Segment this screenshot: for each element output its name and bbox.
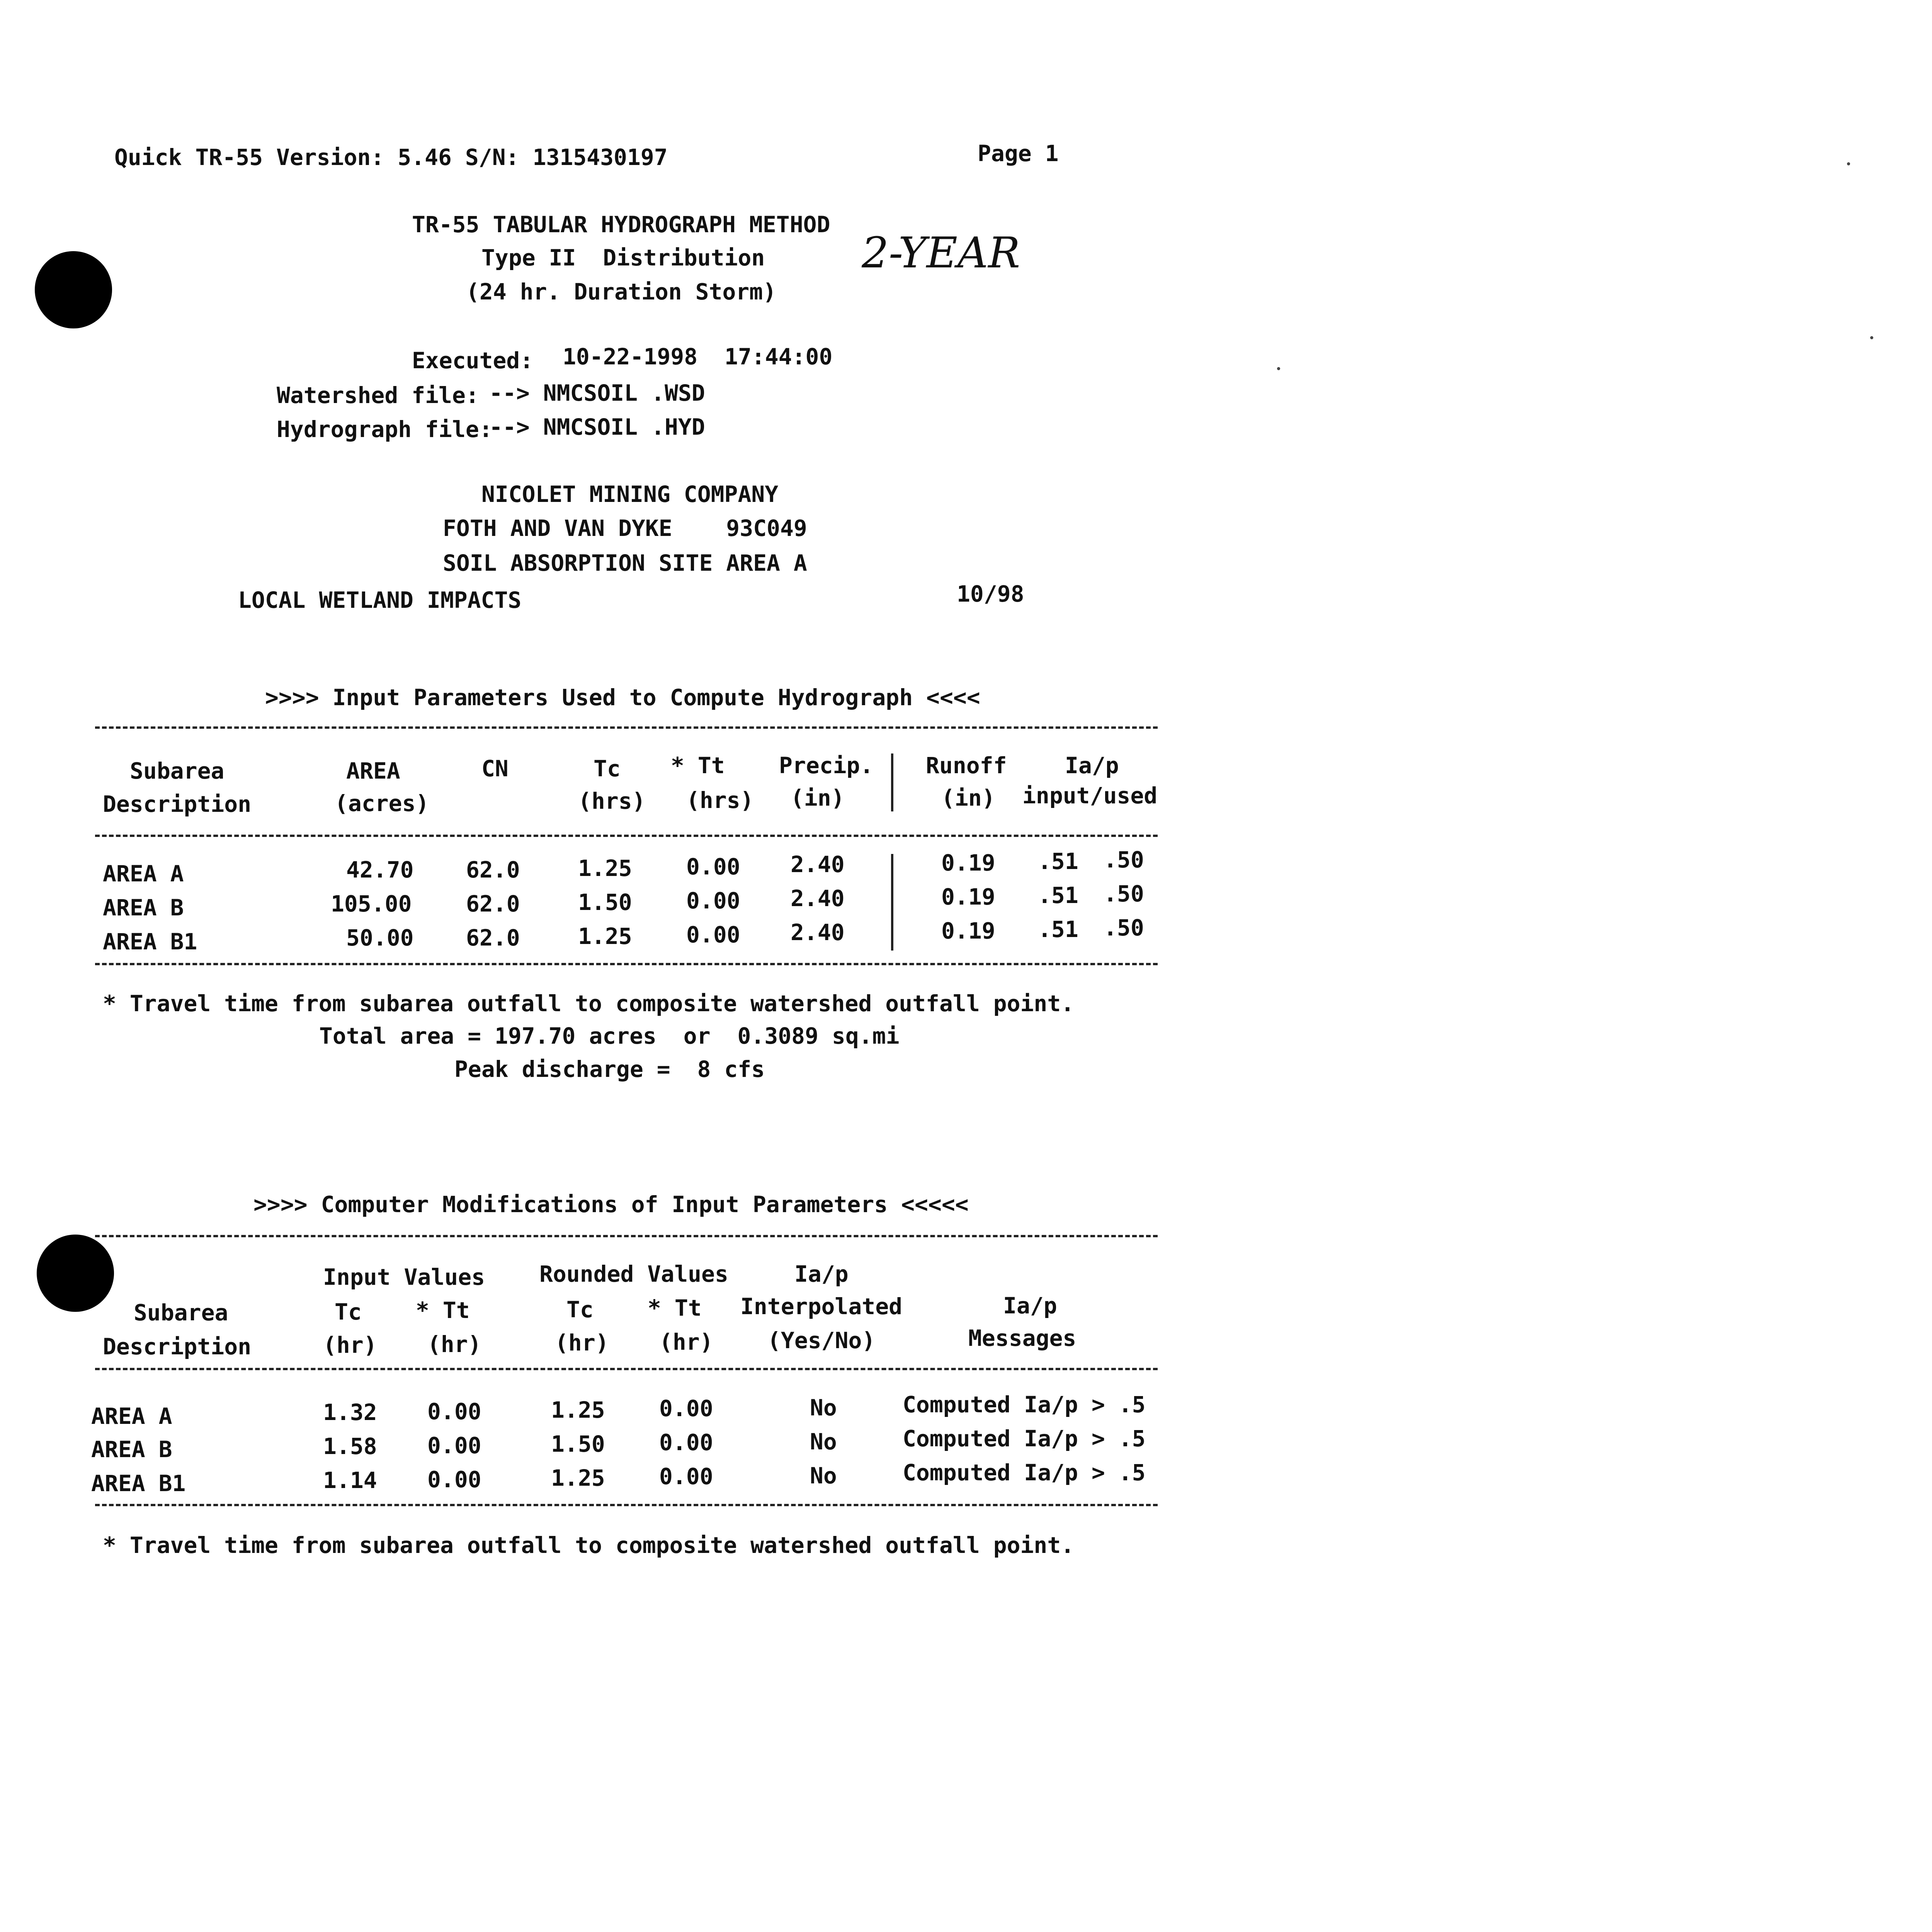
row-iap-used: .50: [1104, 881, 1144, 907]
col-unit-iap: input/used: [1022, 782, 1158, 809]
col-unit-yes-no: (Yes/No): [767, 1327, 876, 1354]
row-area: 42.70: [346, 857, 414, 883]
row-precip: 2.40: [791, 851, 845, 878]
row-tc-rounded: 1.50: [551, 1431, 605, 1457]
row-iap-used: .50: [1104, 915, 1144, 941]
row-description: AREA B: [91, 1436, 172, 1463]
column-separator: [891, 753, 893, 811]
row-precip: 2.40: [791, 919, 845, 946]
watershed-file-label: Watershed file:: [277, 382, 479, 408]
row-tc-input: 1.14: [323, 1467, 377, 1493]
row-tt-input: 0.00: [427, 1398, 481, 1425]
input-table-title: >>>> Input Parameters Used to Compute Hydrograph <<<<: [265, 684, 980, 711]
col-unit-tt-rounded: (hr): [659, 1329, 713, 1355]
col-header-tc-rounded: Tc: [566, 1296, 594, 1323]
travel-time-footnote: * Travel time from subarea outfall to composite watershed outfall point.: [103, 1532, 1075, 1558]
row-tc: 1.50: [578, 889, 632, 915]
executed-datetime: 10-22-1998 17:44:00: [563, 344, 833, 370]
row-tc-rounded: 1.25: [551, 1465, 605, 1491]
total-area: Total area = 197.70 acres or 0.3089 sq.mi: [319, 1023, 900, 1049]
row-iap-used: .50: [1104, 847, 1144, 873]
col-header-iap-interp: Ia/p: [794, 1261, 849, 1287]
handwritten-return-period: 2-YEAR: [862, 228, 1020, 277]
row-description: AREA B: [103, 895, 184, 921]
col-header-tc-input: Tc: [335, 1299, 362, 1325]
row-description: AREA A: [103, 861, 184, 887]
col-unit-tt-hrs: (hrs): [686, 787, 754, 813]
distribution-type: Type II Distribution: [481, 245, 765, 271]
col-header-tc: Tc: [594, 755, 621, 782]
watershed-file-value: --> NMCSOIL .WSD: [489, 380, 705, 406]
row-description: AREA B1: [103, 929, 197, 955]
row-area: 105.00: [331, 891, 412, 917]
storm-duration: (24 hr. Duration Storm): [466, 279, 777, 305]
col-header-precip: Precip.: [779, 752, 874, 779]
company-name: NICOLET MINING COMPANY: [481, 481, 779, 507]
col-unit-tt-input: (hr): [427, 1331, 481, 1357]
col-header-description: Description: [103, 1333, 252, 1360]
col-unit-acres: (acres): [335, 790, 429, 816]
col-unit-tc-input: (hr): [323, 1332, 377, 1358]
group-header-rounded: Rounded Values: [539, 1261, 728, 1287]
speck: [1277, 367, 1280, 370]
program-version: Quick TR-55 Version: 5.46 S/N: 1315430197: [114, 144, 668, 170]
col-unit-tc-rounded: (hr): [555, 1330, 609, 1356]
impacts-title: LOCAL WETLAND IMPACTS: [238, 587, 522, 613]
row-tt-input: 0.00: [427, 1466, 481, 1493]
row-cn: 62.0: [466, 891, 520, 917]
row-message: Computed Ia/p > .5: [903, 1391, 1146, 1418]
divider: [95, 1235, 1158, 1237]
site-name: SOIL ABSORPTION SITE AREA A: [443, 550, 807, 576]
row-tt-input: 0.00: [427, 1432, 481, 1459]
divider: [95, 1368, 1158, 1370]
executed-label: Executed:: [412, 347, 534, 374]
binder-hole-middle: [37, 1235, 114, 1312]
row-runoff: 0.19: [941, 850, 995, 876]
row-interpolated: No: [810, 1429, 837, 1455]
row-interpolated: No: [810, 1395, 837, 1421]
row-tc-input: 1.32: [323, 1399, 377, 1425]
page-number: Page 1: [978, 140, 1059, 167]
row-tc-rounded: 1.25: [551, 1397, 605, 1423]
row-iap-input: .51: [1038, 882, 1078, 908]
col-header-iap: Ia/p: [1065, 752, 1119, 779]
col-header-subarea: Subarea: [134, 1299, 228, 1326]
row-tc: 1.25: [578, 923, 632, 949]
project-date: 10/98: [957, 581, 1024, 607]
divider: [95, 835, 1158, 837]
group-header-input: Input Values: [323, 1264, 485, 1290]
column-separator: [891, 854, 893, 951]
col-header-subarea: Subarea: [130, 758, 224, 784]
divider: [95, 726, 1158, 729]
col-header-iap-messages: Ia/p: [1003, 1293, 1057, 1319]
col-header-area: AREA: [346, 758, 400, 784]
method-title: TR-55 TABULAR HYDROGRAPH METHOD: [412, 211, 830, 238]
divider: [95, 963, 1158, 965]
row-iap-input: .51: [1038, 916, 1078, 942]
col-header-messages: Messages: [968, 1325, 1077, 1351]
peak-discharge: Peak discharge = 8 cfs: [454, 1056, 765, 1082]
hydrograph-file-value: --> NMCSOIL .HYD: [489, 414, 705, 440]
col-header-description: Description: [103, 791, 252, 817]
col-header-tt-input: * Tt: [416, 1297, 470, 1323]
col-header-interpolated: Interpolated: [740, 1293, 903, 1320]
row-cn: 62.0: [466, 925, 520, 951]
col-unit-tc-hrs: (hrs): [578, 788, 646, 814]
col-unit-precip-in: (in): [791, 785, 845, 811]
row-description: AREA B1: [91, 1470, 186, 1497]
row-tt: 0.00: [686, 854, 740, 880]
row-iap-input: .51: [1038, 848, 1078, 874]
row-interpolated: No: [810, 1463, 837, 1489]
col-unit-runoff-in: (in): [941, 785, 995, 811]
binder-hole-top: [35, 251, 112, 328]
row-tc-input: 1.58: [323, 1433, 377, 1459]
row-runoff: 0.19: [941, 918, 995, 944]
row-precip: 2.40: [791, 885, 845, 912]
row-tt: 0.00: [686, 922, 740, 948]
col-header-tt-rounded: * Tt: [648, 1295, 702, 1321]
row-description: AREA A: [91, 1403, 172, 1429]
row-tt-rounded: 0.00: [659, 1429, 713, 1456]
divider: [95, 1504, 1158, 1506]
mod-table-title: >>>> Computer Modifications of Input Parameters <<<<<: [253, 1191, 969, 1218]
row-tt: 0.00: [686, 888, 740, 914]
row-tc: 1.25: [578, 855, 632, 881]
hydrograph-file-label: Hydrograph file:: [277, 416, 493, 442]
speck: [1847, 162, 1850, 165]
row-message: Computed Ia/p > .5: [903, 1425, 1146, 1452]
col-header-tt: * Tt: [671, 752, 725, 779]
speck: [1870, 336, 1873, 339]
row-cn: 62.0: [466, 857, 520, 883]
row-tt-rounded: 0.00: [659, 1395, 713, 1422]
col-header-runoff: Runoff: [926, 752, 1007, 779]
row-area: 50.00: [346, 925, 414, 951]
row-tt-rounded: 0.00: [659, 1463, 713, 1490]
engineer-job: FOTH AND VAN DYKE 93C049: [443, 515, 807, 541]
travel-time-footnote: * Travel time from subarea outfall to composite watershed outfall point.: [103, 990, 1075, 1017]
row-runoff: 0.19: [941, 884, 995, 910]
row-message: Computed Ia/p > .5: [903, 1459, 1146, 1486]
col-header-cn: CN: [481, 755, 509, 782]
